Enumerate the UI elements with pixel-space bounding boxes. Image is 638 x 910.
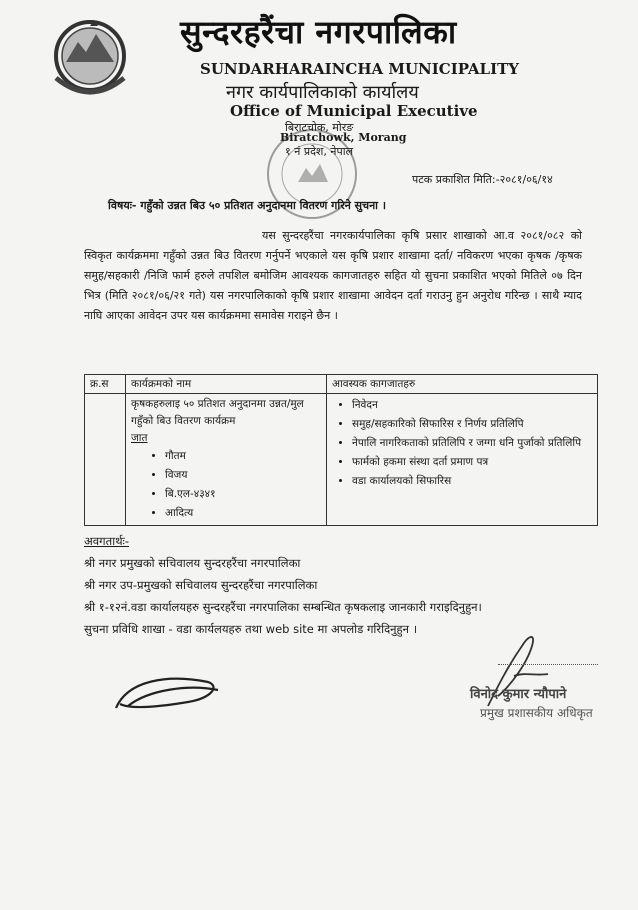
col-header-program: कार्यक्रमको नाम (126, 375, 327, 394)
province-np: १ नं प्रदेश, नेपाल (285, 145, 354, 158)
address-np: बिराटचोक, मोरङ (285, 121, 354, 134)
cc-line: श्री १-१२नं.वडा कार्यालयहरु सुन्दरहरैंचा नगरपालिका सम्बन्धित कृषकलाइ जानकारी गराइदिनुहुन। (84, 600, 482, 614)
cc-section (84, 530, 482, 640)
notice-subject: विषयः- गहुँको उन्नत बिउ ५० प्रतिशत अनुदानमा वितरण गरिने सुचना । (108, 199, 387, 212)
office-title-np: नगर कार्यपालिकाको कार्यालय (226, 82, 419, 103)
cell-program (126, 394, 327, 526)
varieties-list (131, 447, 321, 523)
list-item: • बि.एल-४३४१ (165, 485, 321, 504)
cc-line: सुचना प्रविधि शाखा - वडा कार्यलयहरु तथा web site मा अपलोड गरिदिनुहुन । (84, 622, 418, 636)
municipality-emblem (50, 16, 130, 102)
cc-label: अवगतार्थः- (84, 534, 130, 548)
signer-name: विनोद कुमार न्यौपाने (470, 687, 567, 702)
office-title-en: Office of Municipal Executive (230, 102, 478, 120)
table-row (85, 394, 598, 526)
list-item: • समुह/सहकारिको सिफारिस र निर्णय प्रतिलिपि (352, 415, 592, 434)
initials-signature (108, 668, 228, 720)
list-item: • गौतम (165, 447, 321, 466)
cc-line: श्री नगर प्रमुखको सचिवालय सुन्दरहरैंचा नगरपालिका (84, 556, 301, 570)
notice-body (84, 226, 582, 326)
municipality-title-np: सुन्दरहरैंचा नगरपालिका (180, 13, 457, 51)
municipality-title-en: SUNDARHARAINCHA MUNICIPALITY (200, 60, 519, 78)
signer-title: प्रमुख प्रशासकीय अधिकृत (480, 706, 593, 720)
varieties-label: जात (131, 432, 148, 444)
list-item: • आदित्य (165, 504, 321, 523)
requirements-table (84, 374, 598, 526)
table-header-row (85, 375, 598, 394)
col-header-documents: आवस्यक कागजातहरु (327, 375, 598, 394)
cell-documents (327, 394, 598, 526)
body-paragraph: यस सुन्दरहरैंचा नगरकार्यपालिका कृषि प्रसार शाखाको आ.व २०८१/०८२ को स्विकृत कार्यक्रममा गहुँको उन्नत बिउ वितरण गर्नुपर्ने भएकाले यस कृषि प्रशार शाखामा दर्ता/ नविकरण भएका कृषक /कृषक समुह/सहकारी /निजि फार्म हरुले तपशिल बमोजिम आवश्यक कागजातहरु सहित यो सुचना प्रकाशित भएको मितिले ०७ दिन भित्र (मिति २०८१/०६/२१ गते) यस नगरपालिकाको कृषि प्रशार शाखामा आवेदन दर्ता गराउनु हुन अनुरोध गरिन्छ । साथै म्याद नाघि आएका आवेदन उपर यस कार्यक्रममा समावेस गराइने छैन । (84, 229, 582, 322)
documents-list (332, 396, 592, 491)
signature-line (498, 664, 598, 665)
cc-line: श्री नगर उप-प्रमुखको सचिवालय सुन्दरहरैंचा नगरपालिका (84, 578, 318, 592)
address-en: Biratchowk, Morang (280, 131, 407, 144)
list-item: • फार्मको हकमा संस्था दर्ता प्रमाण पत्र (352, 453, 592, 472)
cell-sn (85, 394, 126, 526)
officer-signature (478, 626, 558, 716)
col-header-sn: क्र.स (85, 375, 126, 394)
list-item: • निवेदन (352, 396, 592, 415)
list-item: • विजय (165, 466, 321, 485)
program-name: कृषकहरुलाइ ५० प्रतिशत अनुदानमा उन्नत/मुल गहुँको बिउ वितरण कार्यक्रम (131, 398, 304, 427)
published-date: पटक प्रकाशित मिति:-२०८१/०६/१४ (412, 173, 553, 186)
list-item: • नेपालि नागरिकताको प्रतिलिपि र जग्गा धनि पुर्जाको प्रतिलिपि (352, 434, 592, 453)
list-item: • वडा कार्यालयको सिफारिस (352, 472, 592, 491)
